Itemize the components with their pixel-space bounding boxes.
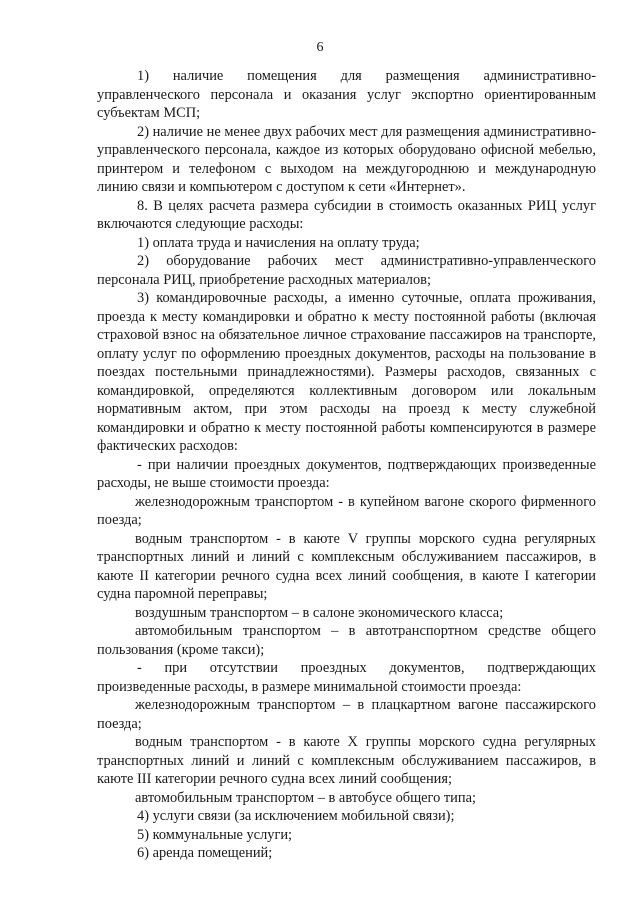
paragraph-road-transport: автомобильным транспортом – в автотранспортном средстве общего пользования (кроме такси); (97, 623, 596, 658)
paragraph-rail-transport-min: железнодорожным транспортом – в плацкартном вагоне пассажирского поезда; (97, 697, 596, 732)
paragraph-with-travel-documents: - при наличии проездных документов, подтверждающих произведенные расходы, не выше стоимости проезда: (97, 456, 596, 491)
paragraph-workplaces-requirement: 2) наличие не менее двух рабочих мест для размещения административно-управленческого персонала, каждое из которых оборудовано офисной мебелью, принтером и телефоном с выходом на междугороднюю и международную линию связи и компьютером с доступом к сети «Интернет». (97, 123, 596, 195)
paragraph-rail-transport: железнодорожным транспортом - в купейном вагоне скорого фирменного поезда; (97, 493, 596, 528)
page-number: 6 (316, 40, 324, 55)
paragraph-labor-costs: 1) оплата труда и начисления на оплату труда; (137, 234, 420, 251)
paragraph-travel-costs: 3) командировочные расходы, а именно суточные, оплата проживания, проезда к месту командировки и обратно к месту постоянной работы (включая страховой взнос на обязательное личное страхование пассажиров на транспорте, оплату услуг по оформлению проездных документов, расходы на пользование в поездах постельными принадлежностями). Размеры расходов, связанных с командировкой, определяются коллективным договором или локальным нормативным актом, при этом расходы на проезд к месту служебной командировки и обратно к месту постоянной работы компенсируются в размере фактических расходов: (97, 290, 596, 454)
paragraph-air-transport: воздушным транспортом – в салоне экономического класса; (135, 604, 504, 621)
paragraph-premises-requirement: 1) наличие помещения для размещения административно-управленческого персонала и оказания услуг экспортно ориентированным субъектам МСП; (97, 68, 596, 121)
paragraph-water-transport-min: водным транспортом - в каюте X группы морского судна регулярных транспортных линий и линий с комплексным обслуживанием пассажиров, в каюте III категории речного судна всех линий сообщения; (97, 734, 596, 787)
paragraph-utility-services: 5) коммунальные услуги; (137, 826, 293, 843)
paragraph-without-travel-documents: - при отсутствии проездных документов, подтверждающих произведенные расходы, в размере минимальной стоимости проезда: (97, 660, 596, 695)
paragraph-water-transport: водным транспортом - в каюте V группы морского судна регулярных транспортных линий и линий с комплексным обслуживанием пассажиров, в каюте II категории речного судна всех линий сообщения, в каюте I категории судна паромной переправы; (97, 530, 596, 602)
paragraph-road-transport-min: автомобильным транспортом – в автобусе общего типа; (135, 789, 476, 806)
paragraph-clause-8: 8. В целях расчета размера субсидии в стоимость оказанных РИЦ услуг включаются следующие расходы: (97, 197, 596, 232)
paragraph-communication-services: 4) услуги связи (за исключением мобильной связи); (137, 808, 455, 824)
paragraph-equipment-costs: 2) оборудование рабочих мест административно-управленческого персонала РИЦ, приобретение расходных материалов; (97, 253, 596, 288)
document-body (97, 67, 596, 863)
paragraph-premises-rent: 6) аренда помещений; (137, 845, 273, 861)
